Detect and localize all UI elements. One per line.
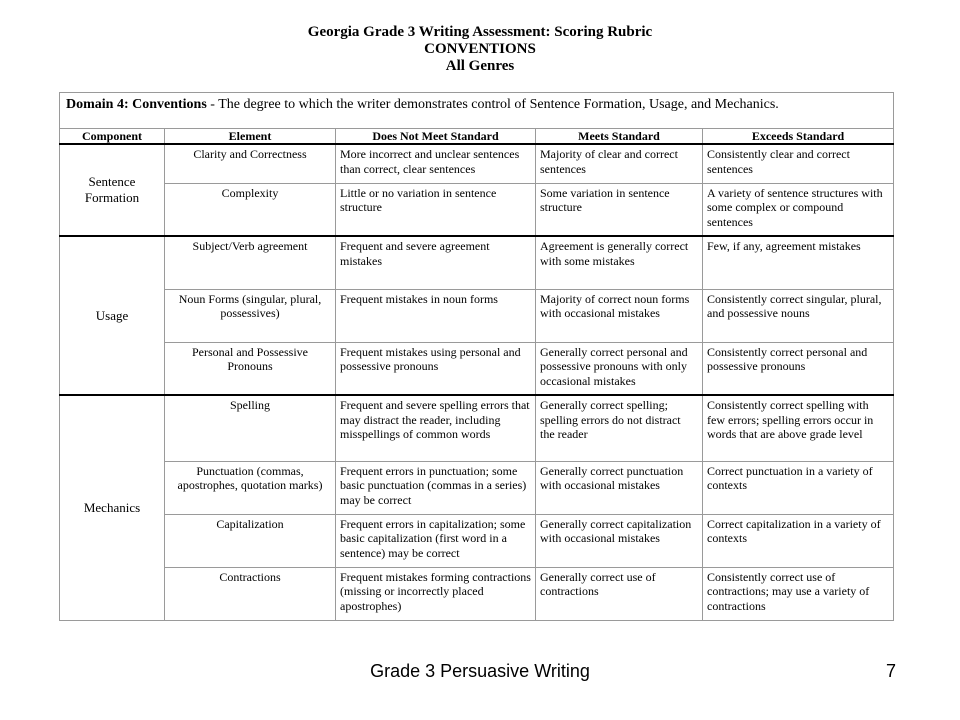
column-header-component: Component (60, 129, 165, 145)
does-not-meet-cell: More incorrect and unclear sentences than correct, clear sentences (336, 144, 536, 183)
exceeds-cell: A variety of sentence structures with some complex or compound sentences (703, 183, 894, 236)
does-not-meet-cell: Frequent and severe spelling errors that may distract the reader, including misspellings of common words (336, 395, 536, 461)
table-row (60, 342, 894, 395)
domain-description: - The degree to which the writer demonstrates control of Sentence Formation, Usage, and Mechanics. (206, 97, 779, 112)
does-not-meet-cell: Frequent mistakes forming contractions (missing or incorrectly placed apostrophes) (336, 567, 536, 620)
document-subtitle: CONVENTIONS (424, 41, 536, 57)
table-row (60, 395, 894, 461)
meets-cell: Agreement is generally correct with some mistakes (536, 236, 703, 289)
element-cell: Punctuation (commas, apostrophes, quotation marks) (165, 461, 336, 514)
document-title: Georgia Grade 3 Writing Assessment: Scoring Rubric (307, 24, 653, 40)
meets-cell: Majority of correct noun forms with occasional mistakes (536, 289, 703, 342)
does-not-meet-cell: Frequent errors in punctuation; some basic punctuation (commas in a series) may be correct (336, 461, 536, 514)
exceeds-cell: Correct capitalization in a variety of contexts (703, 514, 894, 567)
element-cell: Contractions (165, 567, 336, 620)
domain-row (60, 93, 894, 129)
table-row (60, 144, 894, 183)
meets-cell: Generally correct capitalization with occasional mistakes (536, 514, 703, 567)
domain-label: Domain 4: Conventions (66, 97, 207, 112)
column-header-does-not-meet: Does Not Meet Standard (336, 129, 536, 145)
exceeds-cell: Consistently correct spelling with few errors; spelling errors occur in words that are above grade level (703, 395, 894, 461)
exceeds-cell: Consistently correct use of contractions; may use a variety of contractions (703, 567, 894, 620)
table-row (60, 567, 894, 620)
table-row (60, 289, 894, 342)
element-cell: Noun Forms (singular, plural, possessives) (165, 289, 336, 342)
element-cell: Personal and Possessive Pronouns (165, 342, 336, 395)
domain-description-cell (60, 93, 894, 129)
document-heading (0, 24, 960, 75)
document-genres: All Genres (445, 58, 515, 74)
element-cell: Complexity (165, 183, 336, 236)
column-header-meets: Meets Standard (536, 129, 703, 145)
table-row (60, 183, 894, 236)
column-header-element: Element (165, 129, 336, 145)
meets-cell: Generally correct personal and possessive pronouns with only occasional mistakes (536, 342, 703, 395)
exceeds-cell: Consistently clear and correct sentences (703, 144, 894, 183)
element-cell: Capitalization (165, 514, 336, 567)
element-cell: Spelling (165, 395, 336, 461)
footer-title: Grade 3 Persuasive Writing (370, 661, 590, 681)
does-not-meet-cell: Frequent and severe agreement mistakes (336, 236, 536, 289)
meets-cell: Majority of clear and correct sentences (536, 144, 703, 183)
table-row (60, 236, 894, 289)
component-cell: Sentence Formation (60, 144, 165, 236)
meets-cell: Generally correct spelling; spelling errors do not distract the reader (536, 395, 703, 461)
exceeds-cell: Correct punctuation in a variety of contexts (703, 461, 894, 514)
exceeds-cell: Few, if any, agreement mistakes (703, 236, 894, 289)
does-not-meet-cell: Little or no variation in sentence structure (336, 183, 536, 236)
does-not-meet-cell: Frequent mistakes using personal and possessive pronouns (336, 342, 536, 395)
component-cell: Usage (60, 236, 165, 395)
exceeds-cell: Consistently correct personal and possessive pronouns (703, 342, 894, 395)
exceeds-cell: Consistently correct singular, plural, and possessive nouns (703, 289, 894, 342)
meets-cell: Generally correct punctuation with occasional mistakes (536, 461, 703, 514)
element-cell: Subject/Verb agreement (165, 236, 336, 289)
does-not-meet-cell: Frequent errors in capitalization; some basic capitalization (first word in a sentence) may be correct (336, 514, 536, 567)
does-not-meet-cell: Frequent mistakes in noun forms (336, 289, 536, 342)
column-header-exceeds: Exceeds Standard (703, 129, 894, 145)
element-cell: Clarity and Correctness (165, 144, 336, 183)
column-header-row (60, 129, 894, 145)
scoring-rubric-table (59, 92, 894, 621)
component-cell: Mechanics (60, 395, 165, 620)
page-number: 7 (886, 661, 897, 681)
table-row (60, 461, 894, 514)
table-row (60, 514, 894, 567)
meets-cell: Generally correct use of contractions (536, 567, 703, 620)
meets-cell: Some variation in sentence structure (536, 183, 703, 236)
